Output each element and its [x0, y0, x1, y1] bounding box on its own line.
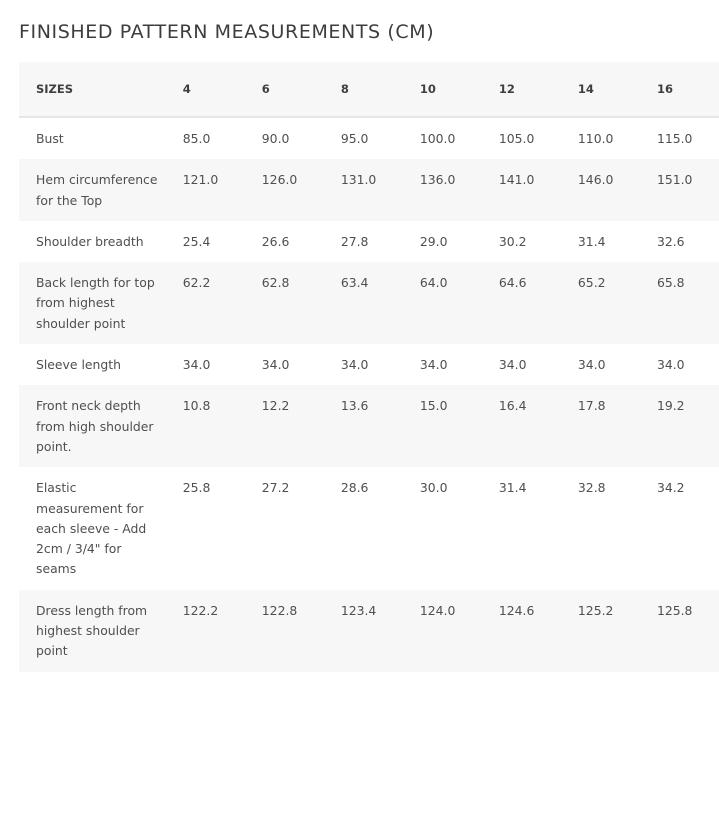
row-label: Hem circumference for the Top: [36, 172, 158, 208]
cell-value: 10.8: [182, 398, 211, 414]
cell-value: 151.0: [656, 172, 693, 188]
cell-value: 90.0: [261, 131, 290, 146]
cell-value: 34.0: [261, 357, 290, 373]
cell-value: 124.6: [498, 602, 535, 618]
page-title: FINISHED PATTERN MEASUREMENTS (CM): [19, 21, 435, 43]
row-label: Bust: [36, 131, 64, 146]
table-row: [19, 385, 719, 467]
cell-value: 110.0: [577, 131, 614, 146]
cell-value: 28.6: [340, 480, 369, 496]
cell-value: 115.0: [656, 131, 693, 146]
cell-value: 25.8: [182, 480, 211, 496]
cell-value: 32.6: [656, 233, 685, 249]
cell-value: 30.2: [498, 233, 527, 249]
size-header: 14: [561, 62, 640, 117]
cell-value: 85.0: [182, 131, 211, 146]
row-label: Front neck depth from high shoulder point.: [36, 398, 154, 454]
table-row: [19, 221, 719, 262]
cell-value: 30.0: [419, 480, 448, 496]
cell-value: 12.2: [261, 398, 290, 414]
cell-value: 64.0: [419, 275, 448, 291]
cell-value: 100.0: [419, 131, 456, 146]
cell-value: 64.6: [498, 275, 527, 291]
table-row: [19, 159, 719, 221]
cell-value: 62.2: [182, 275, 211, 291]
cell-value: 16.4: [498, 398, 527, 414]
cell-value: 124.0: [419, 602, 456, 618]
cell-value: 63.4: [340, 275, 369, 291]
cell-value: 32.8: [577, 480, 606, 496]
size-header: 10: [403, 62, 482, 117]
cell-value: 26.6: [261, 233, 290, 249]
cell-value: 95.0: [340, 131, 369, 146]
cell-value: 31.4: [498, 480, 527, 496]
cell-value: 25.4: [182, 233, 211, 249]
table-header-row: [19, 62, 719, 117]
cell-value: 15.0: [419, 398, 448, 414]
table-row: [19, 117, 719, 159]
row-label: Dress length from highest shoulder point: [36, 602, 148, 659]
cell-value: 122.8: [261, 602, 298, 618]
cell-value: 29.0: [419, 233, 448, 249]
cell-value: 13.6: [340, 398, 369, 414]
cell-value: 65.8: [656, 275, 685, 291]
cell-value: 105.0: [498, 131, 535, 146]
cell-value: 27.2: [261, 480, 290, 496]
row-label: Sleeve length: [36, 357, 121, 373]
size-header: 4: [166, 62, 245, 117]
cell-value: 123.4: [340, 602, 377, 618]
size-header: 6: [245, 62, 324, 117]
row-label: Shoulder breadth: [36, 233, 144, 249]
size-header: 16: [640, 62, 719, 117]
cell-value: 17.8: [577, 398, 606, 414]
cell-value: 34.0: [656, 357, 685, 373]
row-label: Back length for top from highest shoulder point: [36, 275, 155, 331]
cell-value: 122.2: [182, 602, 219, 618]
size-header: 8: [324, 62, 403, 117]
table-row: [19, 590, 719, 672]
cell-value: 62.8: [261, 275, 290, 291]
cell-value: 27.8: [340, 233, 369, 249]
table-row: [19, 344, 719, 385]
measurements-table-container[interactable]: [19, 62, 693, 822]
cell-value: 31.4: [577, 233, 606, 249]
cell-value: 34.0: [498, 357, 527, 373]
cell-value: 125.2: [577, 602, 614, 618]
cell-value: 34.0: [340, 357, 369, 373]
cell-value: 126.0: [261, 172, 298, 188]
cell-value: 141.0: [498, 172, 535, 188]
table-row: [19, 467, 719, 589]
measurements-table: [19, 62, 719, 672]
cell-value: 125.8: [656, 602, 693, 618]
cell-value: 121.0: [182, 172, 219, 188]
cell-value: 136.0: [419, 172, 456, 188]
cell-value: 34.0: [419, 357, 448, 373]
cell-value: 34.2: [656, 480, 685, 496]
cell-value: 146.0: [577, 172, 614, 188]
cell-value: 34.0: [182, 357, 211, 373]
table-row: [19, 262, 719, 344]
sizes-header: SIZES: [19, 62, 166, 117]
cell-value: 19.2: [656, 398, 685, 414]
size-header: 12: [482, 62, 561, 117]
row-label: Elastic measurement for each sleeve - Add 2cm / 3/4" for seams: [36, 480, 147, 577]
cell-value: 65.2: [577, 275, 606, 291]
cell-value: 131.0: [340, 172, 377, 188]
cell-value: 34.0: [577, 357, 606, 373]
